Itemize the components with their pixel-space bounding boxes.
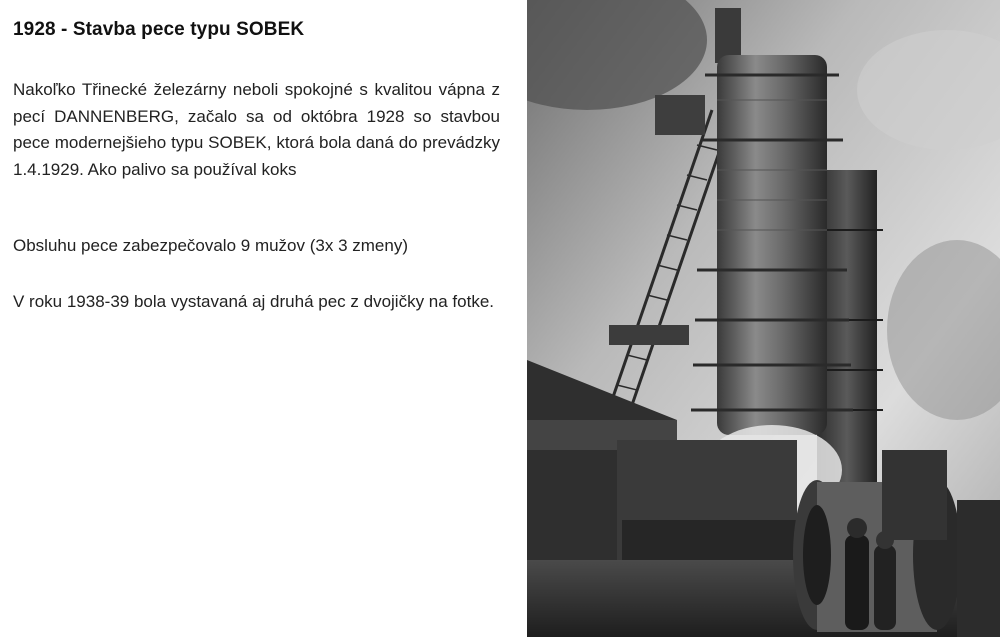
paragraph-second-kiln: V roku 1938-39 bola vystavaná aj druhá pec z dvojičky na fotke. [13,292,495,311]
paragraph-staffing: Obsluhu pece zabezpečovalo 9 mužov (3x 3 zmeny) [13,236,408,255]
kiln-photo-illustration [527,0,1000,637]
paragraph-history: Nakoľko Třinecké železárny neboli spokojné s kvalitou vápna z pecí DANNENBERG, začalo sa od októbra 1928 so stavbou pece modernejšieho typu SOBEK, ktorá bola daná do prevádzky 1.4.1929. Ako palivo sa používal koks [13,80,500,179]
kiln-photo [527,0,1000,637]
slide-title: 1928 - Stavba pece typu SOBEK [13,19,305,40]
text-column [13,0,500,637]
